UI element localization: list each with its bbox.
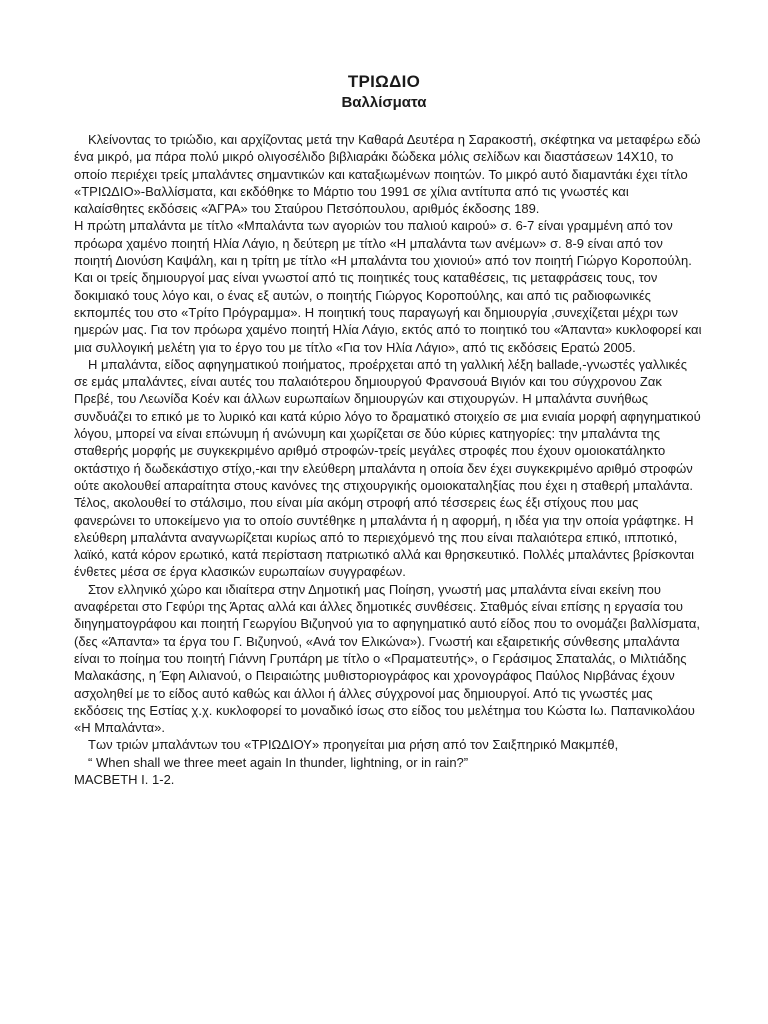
paragraph-creators: Και οι τρείς δημιουργοί μας είναι γνωστοί από τις ποιητικές τους καταθέσεις, τις μεταφράσεις τους, τον δοκιμιακό τους λόγο και, ο ένας εξ αυτών, ο ποιητής Γιώργος Κοροπούλης, και από τις ραδιοφωνικές εκπομπές του στο «Τρίτο Πρόγραμμα». Η ποιητική τους παραγωγή και δημιουργία ,συνεχίζεται μέχρι των ημερών μας. Για τον πρόωρα χαμένο ποιητή Ηλία Λάγιο, εκτός από το ποιητικό του «Άπαντα» κυκλοφορεί και μια συλλογική μελέτη για το έργο του με τίτλο «Για τον Ηλία Λάγιο», από τις εκδόσεις Ερατώ 2005. <box>74 270 702 355</box>
paragraph-intro: Κλείνοντας το τριώδιο, και αρχίζοντας μετά την Καθαρά Δευτέρα η Σαρακοστή, σκέφτηκα να μεταφέρω εδώ ένα μικρό, μα πάρα πολύ μικρό ολιγοσέλιδο βιβλιαράκι δώδεκα μόλις σελίδων και διαστάσεων 14Χ10, το οποίο περιέχει τρείς μπαλάντες σημαντικών και καταξιωμένων ποιητών. Το μικρό αυτό διαμαντάκι έχει τίτλο «ΤΡΙΩΔΙΟ»-Βαλλίσματα, και εκδόθηκε το Μάρτιο του 1991 σε χίλια αντίτυπα από τις γνωστές και καλαίσθητες εκδόσεις «ΆΓΡΑ» του Σταύρου Πετσόπουλου, αριθμός έκδοσης 189. <box>74 132 701 217</box>
paragraph-ballads-list: Η πρώτη μπαλάντα με τίτλο «Μπαλάντα των αγοριών του παλιού καιρού» σ. 6-7 είναι γραμμένη από τον πρόωρα χαμένο ποιητή Ηλία Λάγιο, η δεύτερη με τίτλο «Η μπαλάντα των ανέμων» σ. 8-9 είναι από τον ποιητή Διονύση Καψάλη, και η τρίτη με τίτλο «Η μπαλάντα του χιονιού» από τον ποιητή Γιώργο Κοροπούλη. <box>74 218 692 269</box>
paragraph-macbeth-citation: MACBETH I. 1-2. <box>74 771 175 787</box>
paragraph-ballad-definition: Η μπαλάντα, είδος αφηγηματικού ποιήματος, προέρχεται από τη γαλλική λέξη ballade,-γνωστές γαλλικές σε εμάς μπαλάντες, είναι αυτές του παλαιότερου δημιουργού Φρανσουά Βιγιόν και του σύγχρονου Ζακ Πρεβέ, του Λεωνίδα Κοέν και άλλων ευρωπαίων δημιουργών και στιχουργών. Η μπαλάντα συνήθως συνδυάζει το επικό με το λυρικό και κατά κύριο λόγο το δραματικό στοιχείο σε μια ενιαία μορφή αφηγηματικού λόγου, μπορεί να είναι επώνυμη ή ανώνυμη και χωρίζεται σε δύο κύριες κατηγορίες: την μπαλάντα της σταθερής μορφής με συγκεκριμένο αριθμό στροφών-τρείς μεγάλες στροφές που έχουν ομοιοκατάληκτο οκτάστιχο ή δωδεκάστιχο στίχο,-και την ελεύθερη μπαλάντα η οποία δεν έχει συγκεκριμένο αριθμό στροφών ούτε ακολουθεί απαραίτητα στους κανόνες της στιχουργικής ομοιοκαταληξίας που έχει η σταθερή μπαλάντα. Τέλος, ακολουθεί το στάλσιμο, που είναι μία ακόμη στροφή από τέσσερεις έως έξι στίχους που μας φανερώνει το υποκείμενο για το οποίο συντέθηκε η μπαλάντα ή η αφορμή, η ιδέα για την οποία γράφτηκε. Η ελεύθερη μπαλάντα αναγνωρίζεται κυρίως από το περιεχόμενό της που είναι παλαιότερα επικό, ιπποτικό, λαϊκό, κατά κόρον ερωτικό, κατά περίσταση πατριωτικό αλλά και θρησκευτικό. Πολλές μπαλάντες βρίσκονται ένθετες μέσα σε έργα κλασικών ευρωπαίων συγγραφέων. <box>74 356 701 580</box>
paragraph-greek-tradition: Στον ελληνικό χώρο και ιδιαίτερα στην Δημοτική μας Ποίηση, γνωστή μας μπαλάντα είναι εκείνη που αναφέρεται στο Γεφύρι της Άρτας αλλά και άλλες δημοτικές συνθέσεις. Σταθμός είναι επίσης η εργασία του διηγηματογράφου και ποιητή Γεωργίου Βιζυηνού για το αφηγηματικό αυτό είδος που το ονομάζει βαλλίσματα, (δες «Άπαντα» τα έργα του Γ. Βιζυηνού, «Ανά τον Ελικώνα»). Γνωστή και εξαιρετικής σύνθεσης μπαλάντα είναι το ποίημα του ποιητή Γιάννη Γρυπάρη με τίτλο ο «Πραματευτής», ο Γεράσιμος Σπαταλάς, ο Μιλτιάδης Μαλακάσης, η Έφη Αιλιανού, ο Πειραιώτης μυθιστοριογράφος και χρονογράφος Παύλος Νιρβάνας έχουν ασχοληθεί με το είδος αυτό καθώς και άλλοι ή άλλες σύγχρονοί μας δημιουργοί. Από τις γνωστές μας εκδόσεις της Εστίας χ.χ. κυκλοφορεί το μοναδικό ίσως στο είδος του μελέτημα του Κώστα Ιω. Παπανικολάου «Η Μπαλάντα». <box>74 581 701 736</box>
document-body <box>74 131 702 788</box>
document-subtitle: Βαλλίσματα <box>341 94 427 111</box>
paragraph-macbeth-intro: Των τριών μπαλάντων του «ΤΡΙΩΔΙΟΥ» προηγείται μια ρήση από τον Σαιξπηρικό Μακμπέθ, <box>88 737 619 753</box>
paragraph-macbeth-quote: “ When shall we three meet again In thunder, lightning, or in rain?” <box>88 754 469 770</box>
document-title: ΤΡΙΩΔΙΟ <box>347 72 421 91</box>
